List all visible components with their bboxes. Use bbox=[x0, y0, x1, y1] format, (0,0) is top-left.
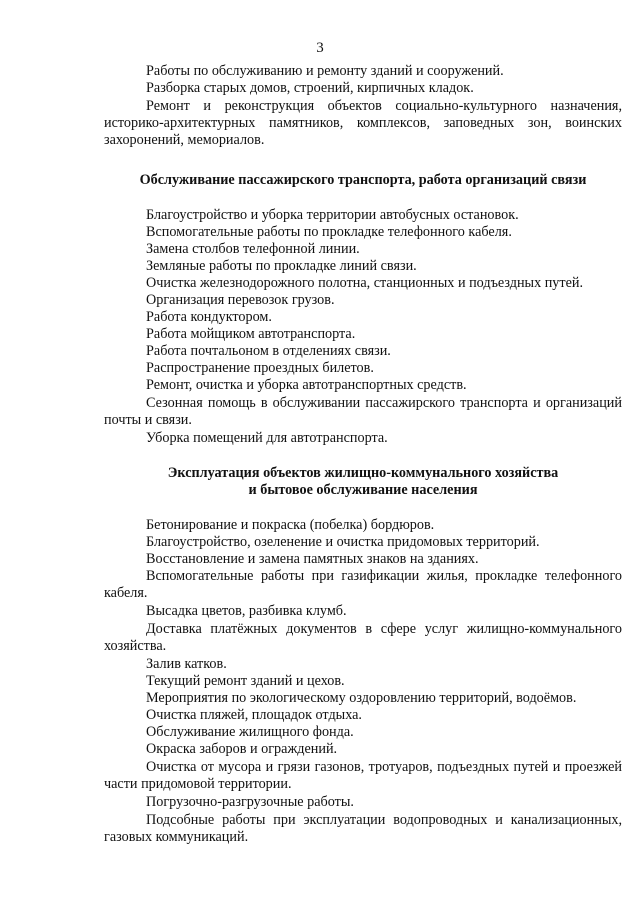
list-item: Ремонт и реконструкция объектов социально-культурного назначения, историко-архитектурных памятников, комплексов, заповедных зон, воинских захоронений, мемориалов. bbox=[104, 98, 622, 149]
list-item: Очистка от мусора и грязи газонов, тротуаров, подъездных путей и проезжей части придомовой территории. bbox=[104, 759, 622, 793]
list-item: Работа почтальоном в отделениях связи. bbox=[146, 343, 391, 359]
list-item: Окраска заборов и ограждений. bbox=[146, 741, 338, 757]
list-item: Погрузочно-разгрузочные работы. bbox=[146, 794, 354, 810]
list-item: Разборка старых домов, строений, кирпичных кладок. bbox=[146, 80, 474, 96]
list-item: Высадка цветов, разбивка клумб. bbox=[146, 603, 347, 619]
list-item: Работа мойщиком автотранспорта. bbox=[146, 326, 356, 342]
section-heading-line2: и бытовое обслуживание населения bbox=[248, 482, 478, 498]
list-item: Вспомогательные работы по прокладке телефонного кабеля. bbox=[146, 224, 512, 240]
list-item: Очистка пляжей, площадок отдыха. bbox=[146, 707, 362, 723]
list-item: Работа кондуктором. bbox=[146, 309, 272, 325]
list-item: Очистка железнодорожного полотна, станционных и подъездных путей. bbox=[146, 275, 584, 291]
list-item: Земляные работы по прокладке линий связи. bbox=[146, 258, 417, 274]
list-item: Благоустройство и уборка территории автобусных остановок. bbox=[146, 207, 519, 223]
page-number: 3 bbox=[316, 40, 324, 56]
list-item: Сезонная помощь в обслуживании пассажирского транспорта и организаций почты и связи. bbox=[104, 395, 622, 429]
list-item: Обслуживание жилищного фонда. bbox=[146, 724, 354, 740]
list-item: Доставка платёжных документов в сфере услуг жилищно-коммунального хозяйства. bbox=[104, 621, 622, 655]
list-item: Замена столбов телефонной линии. bbox=[146, 241, 360, 257]
list-item: Организация перевозок грузов. bbox=[146, 292, 335, 308]
list-item: Подсобные работы при эксплуатации водопроводных и канализационных, газовых коммуникаций. bbox=[104, 812, 622, 846]
list-item: Залив катков. bbox=[146, 656, 227, 672]
list-item: Работы по обслуживанию и ремонту зданий и сооружений. bbox=[146, 63, 504, 79]
list-item: Восстановление и замена памятных знаков на зданиях. bbox=[146, 551, 479, 567]
list-item: Текущий ремонт зданий и цехов. bbox=[146, 673, 345, 689]
list-item: Распространение проездных билетов. bbox=[146, 360, 374, 376]
list-item: Мероприятия по экологическому оздоровлению территорий, водоёмов. bbox=[146, 690, 577, 706]
list-item: Уборка помещений для автотранспорта. bbox=[146, 430, 388, 446]
list-item: Вспомогательные работы при газификации жилья, прокладке телефонного кабеля. bbox=[104, 568, 622, 602]
section-heading: Обслуживание пассажирского транспорта, работа организаций связи bbox=[139, 172, 587, 188]
list-item: Ремонт, очистка и уборка автотранспортных средств. bbox=[146, 377, 467, 393]
list-item: Благоустройство, озеленение и очистка придомовых территорий. bbox=[146, 534, 540, 550]
section-heading-line1: Эксплуатация объектов жилищно-коммунального хозяйства bbox=[167, 465, 559, 481]
list-item: Бетонирование и покраска (побелка) бордюров. bbox=[146, 517, 435, 533]
